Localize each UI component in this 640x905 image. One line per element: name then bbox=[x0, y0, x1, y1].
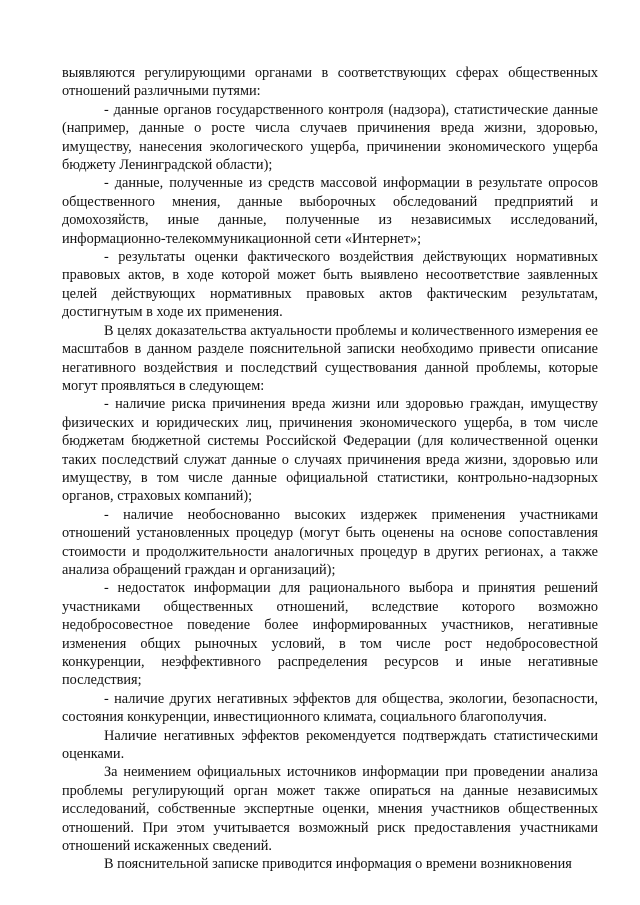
paragraph-statistical-confirmation: Наличие негативных эффектов рекомендуется подтверждать статистическими оценками. bbox=[62, 727, 598, 763]
paragraph-intro: выявляются регулирующими органами в соответствующих сферах общественных отношений различными путями: bbox=[62, 65, 598, 100]
paragraph-media-data: - данные, полученные из средств массовой информации в результате опросов общественного мнения, данные выборочных обследований предприятий и домохозяйств, иные данные, полученные из независимых исследований, информационно-телекоммуникационной сети «Интернет»; bbox=[62, 175, 598, 247]
paragraph-independent-sources: За неимением официальных источников информации при проведении анализа проблемы регулирующий орган может также опираться на данные независимых исследований, собственные экспертные оценки, мнения участников общественных отношений. При этом учитывается возможный риск предоставления участниками отношений искаженных сведений. bbox=[62, 764, 598, 855]
paragraph-occurrence-time: В пояснительной записке приводится информация о времени возникновения bbox=[104, 856, 572, 873]
paragraph-other-negative-effects: - наличие других негативных эффектов для общества, экологии, безопасности, состояния конкуренции, инвестиционного климата, социального благополучия. bbox=[62, 690, 598, 726]
paragraph-impact-assessment: - результаты оценки фактического воздействия действующих нормативных правовых актов, в ходе которой может быть выявлено несоответствие заявленных целей действующих нормативных правовых актов фактическим результатам, достигнутым в ходе их применения. bbox=[62, 249, 598, 321]
paragraph-state-control-data: - данные органов государственного контроля (надзора), статистические данные (например, данные о росте числа случаев причинения вреда жизни, здоровью, имуществу, нанесения экологического ущерба, причинении экономического ущерба бюджету Ленинградской области); bbox=[62, 101, 598, 174]
paragraph-information-shortage: - недостаток информации для рационального выбора и принятия решений участниками общественных отношений, вследствие которого возможно недобросовестное поведение более информированных участников, негативные изменения общих рыночных условий, в том числе рост недобросовестной конкуренции, неэффективного распределения ресурсов и иные негативные последствия; bbox=[62, 580, 598, 689]
paragraph-relevance-proof: В целях доказательства актуальности проблемы и количественного измерения ее масштабов в данном разделе пояснительной записки необходимо привести описание негативного воздействия и последствий существования данной проблемы, которые могут проявляться в следующем: bbox=[62, 322, 598, 394]
paragraph-high-costs: - наличие необоснованно высоких издержек применения участниками отношений установленных процедур (могут быть оценены на основе сопоставления стоимости и продолжительности аналогичных процедур в других регионах, а также анализа обращений граждан и организаций); bbox=[62, 506, 598, 578]
document-body bbox=[62, 64, 598, 874]
paragraph-risk-of-harm: - наличие риска причинения вреда жизни или здоровью граждан, имуществу физических и юридических лиц, причинения экономического ущерба, в том числе бюджетам бюджетной системы Российской Федерации (для количественной оценки таких последствий служат данные о случаях причинения вреда жизни, здоровью или имуществу, в том числе данные официальной статистики, контрольно-надзорных органов, страховых компаний); bbox=[62, 396, 598, 505]
